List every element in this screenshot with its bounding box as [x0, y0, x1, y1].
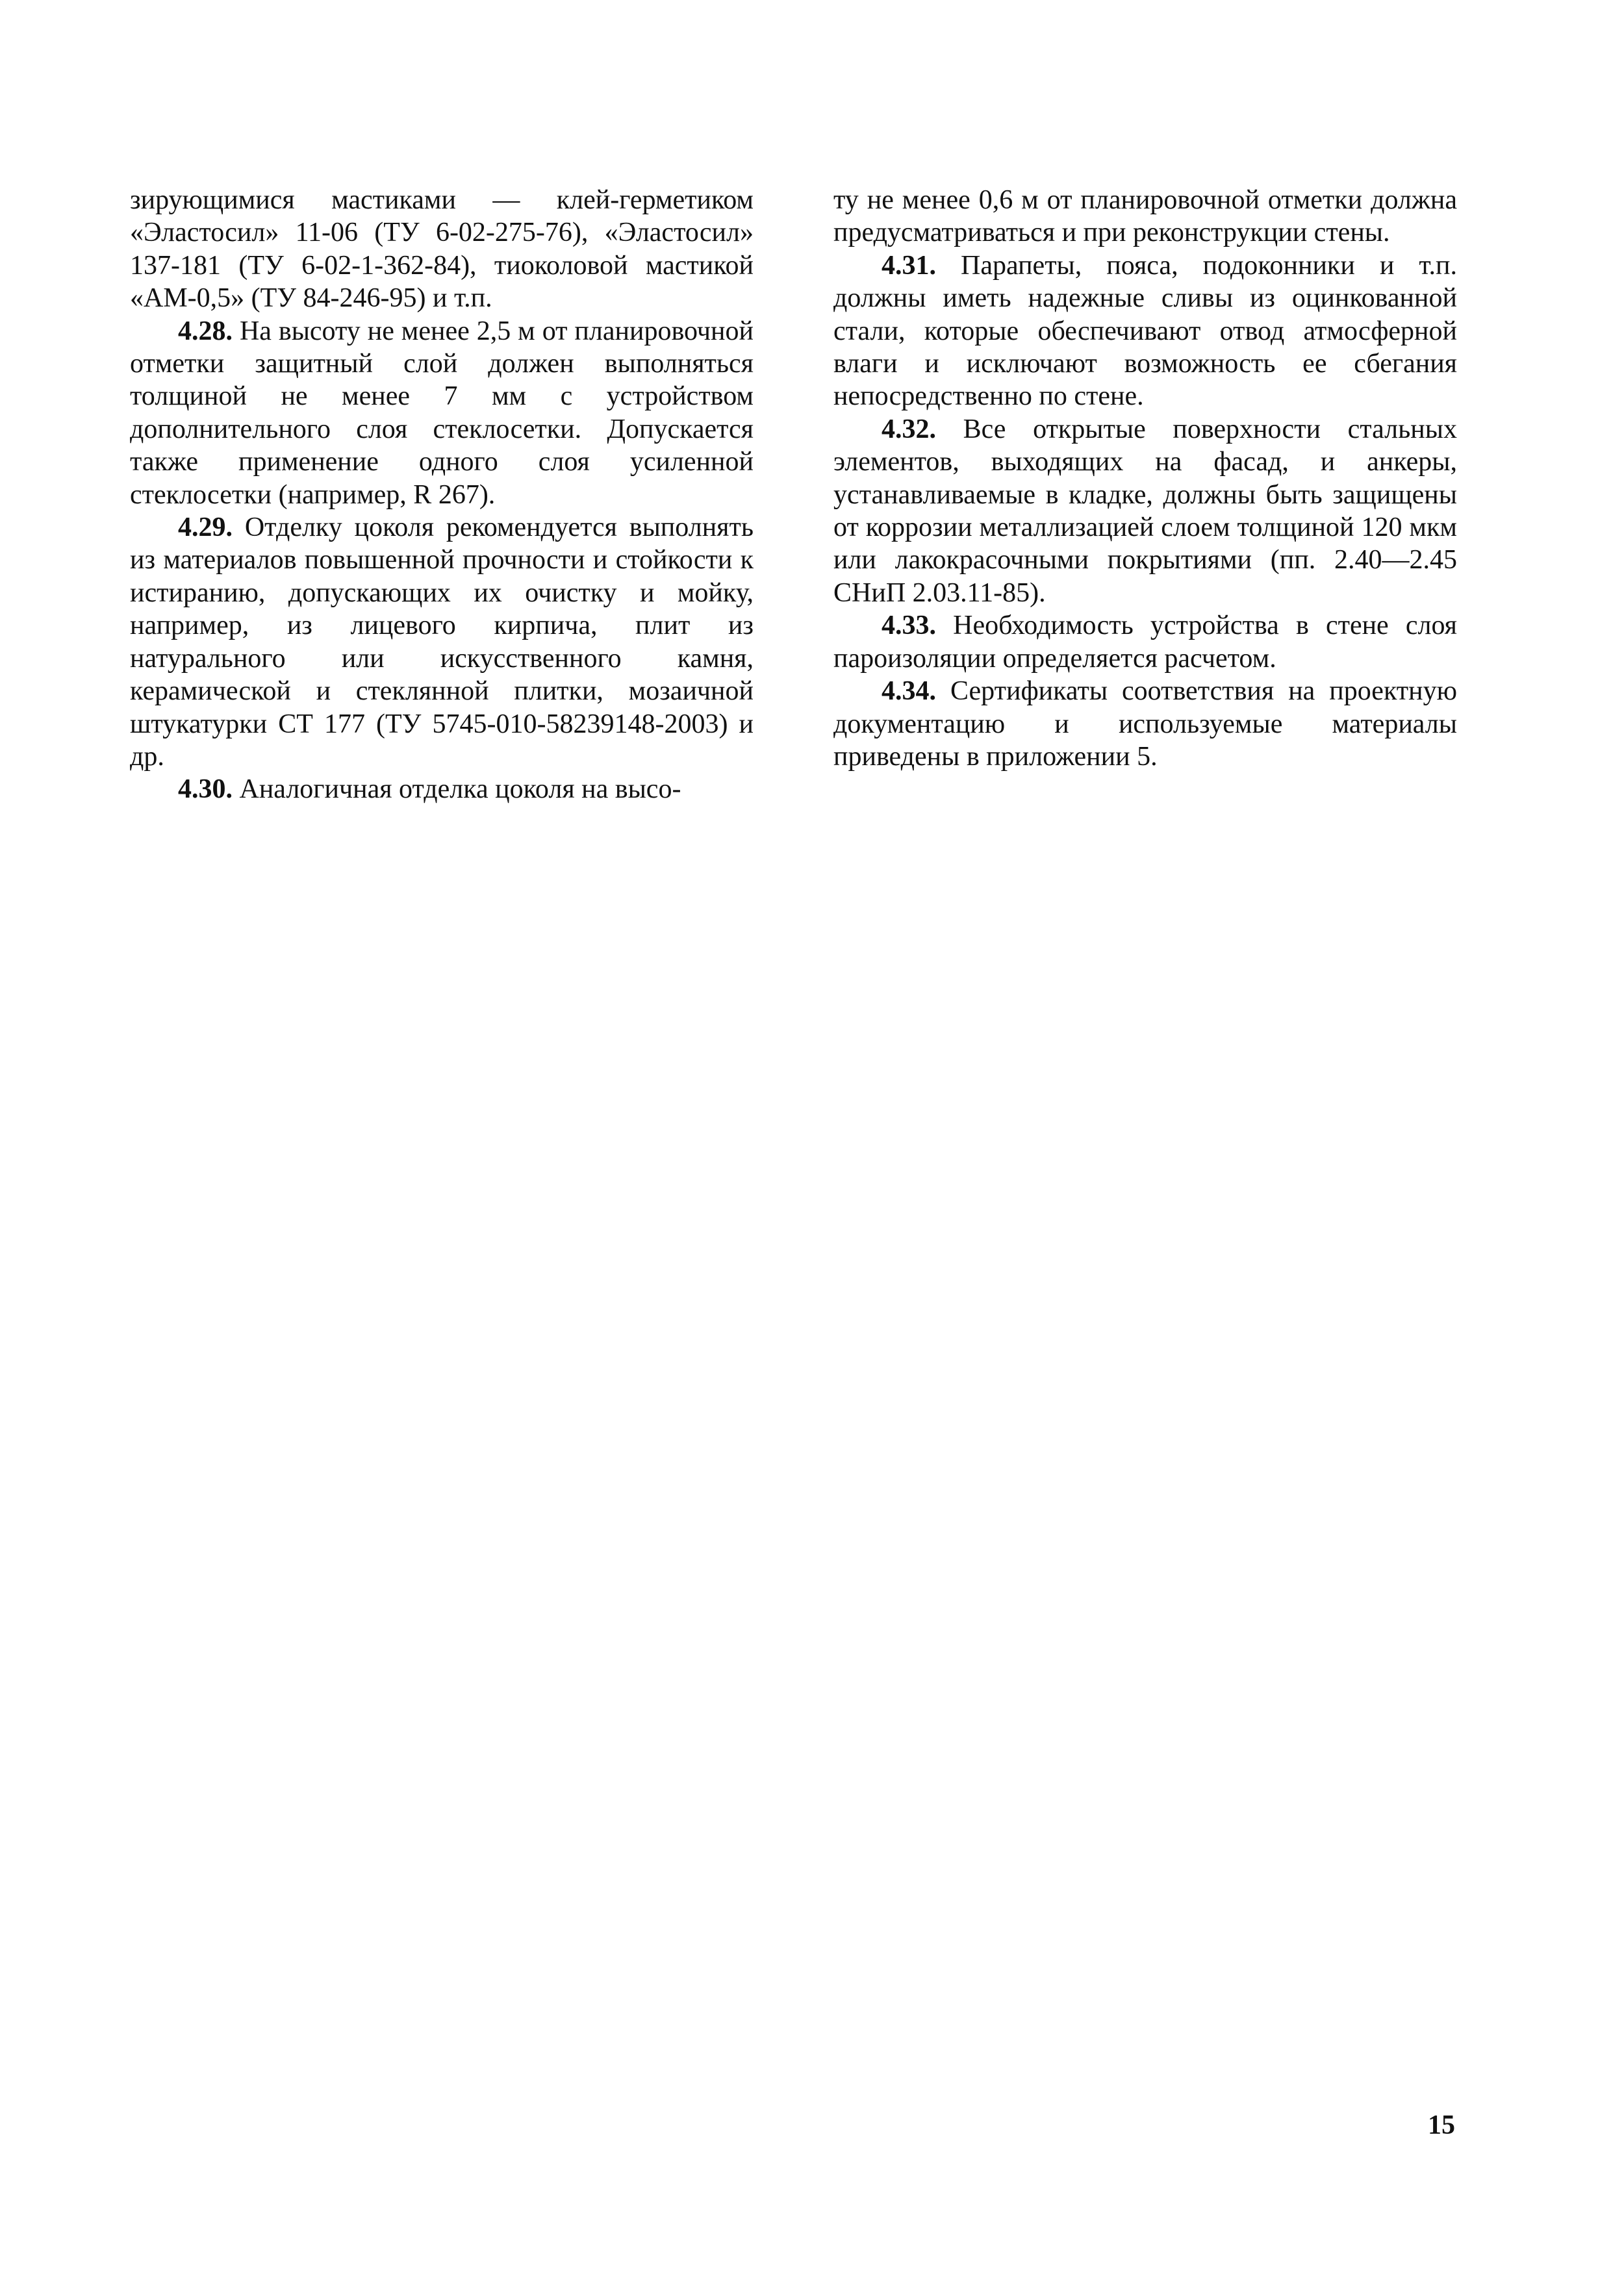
left-column [130, 184, 754, 806]
paragraph-text: Отделку цоколя рекомендуется выполнять из материалов повышенной прочности и стойкости к истиранию, допускающих их очистку и мойку, например, из лицевого кирпича, плит из натурального или искусственного камня, керамической и стеклянной плитки, мозаичной штукатурки СТ 177 (ТУ 5745-010-58239148-2003) и др. [130, 512, 754, 772]
paragraph-4-29 [130, 511, 754, 773]
paragraph-4-30 [130, 773, 754, 805]
paragraph-4-31 [833, 249, 1457, 413]
paragraph-text: Сертификаты соответствия на проектную документацию и используемые материалы приведены в приложении 5. [833, 676, 1457, 772]
paragraph-4-33 [833, 609, 1457, 675]
paragraph-continuation: ту не менее 0,6 м от планировочной отметки должна предусматриваться и при реконструкции стены. [833, 185, 1457, 248]
paragraph-4-34 [833, 675, 1457, 773]
paragraph-number: 4.30. [178, 774, 233, 805]
right-column [833, 184, 1457, 773]
paragraph-text: Парапеты, пояса, подоконники и т.п. должны иметь надежные сливы из оцинкованной стали, которые обеспечивают отвод атмосферной влаги и исключают возможность ее сбегания непосредственно по стене. [833, 250, 1457, 412]
paragraph-4-28 [130, 315, 754, 511]
paragraph-text: Все открытые поверхности стальных элементов, выходящих на фасад, и анкеры, устанавливаемые в кладке, должны быть защищены от коррозии металлизацией слоем толщиной 120 мкм или лакокрасочными покрытиями (пп. 2.40—2.45 СНиП 2.03.11-85). [833, 414, 1457, 608]
paragraph-number: 4.32. [882, 414, 936, 444]
paragraph-continuation: зирующимися мастиками — клей-герметиком «Эластосил» 11-06 (ТУ 6-02-275-76), «Эластосил» 137-181 (ТУ 6-02-1-362-84), тиоколовой мастикой «АМ-0,5» (ТУ 84-246-95) и т.п. [130, 185, 754, 314]
paragraph-number: 4.34. [882, 676, 936, 707]
page-number: 15 [1428, 2110, 1455, 2140]
paragraph-number: 4.29. [178, 512, 233, 543]
paragraph-text: На высоту не менее 2,5 м от планировочной отметки защитный слой должен выполняться толщиной не менее 7 мм с устройством дополнительного слоя стеклосетки. Допускается также применение одного слоя усиленной стеклосетки (например, R 267). [130, 316, 754, 510]
paragraph-text: Необходимость устройства в стене слоя пароизоляции определяется расчетом. [833, 611, 1457, 674]
paragraph-number: 4.28. [178, 316, 233, 346]
paragraph-number: 4.31. [882, 250, 936, 281]
paragraph-text: Аналогичная отделка цоколя на высо- [233, 774, 681, 805]
paragraph-4-32 [833, 413, 1457, 609]
paragraph-number: 4.33. [882, 611, 936, 641]
